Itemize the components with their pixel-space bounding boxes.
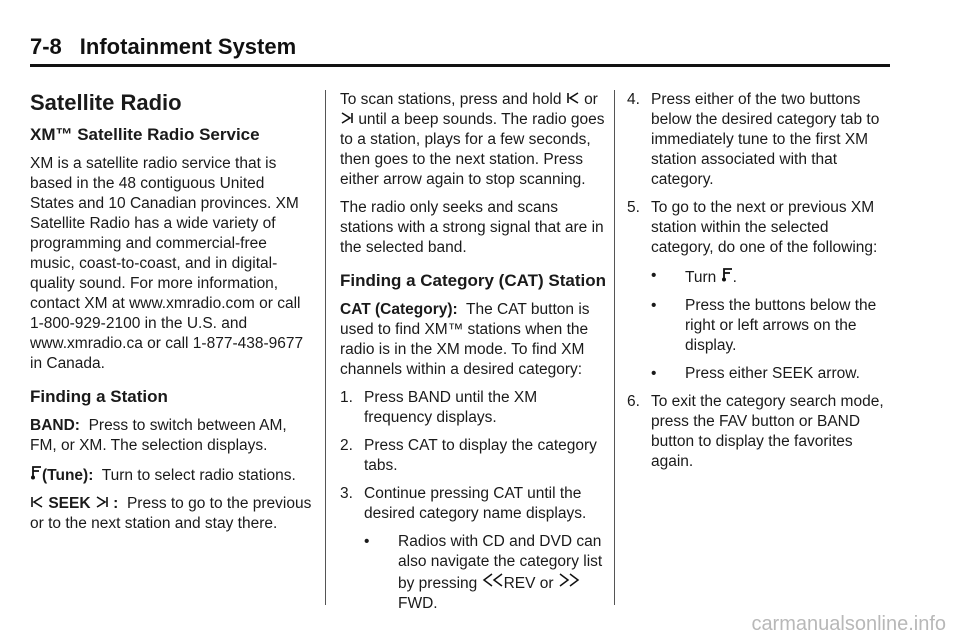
scan-paragraph (340, 90, 608, 190)
tune-term: (Tune): (42, 467, 94, 484)
seek-back-icon (566, 90, 580, 110)
seek-forward-icon (95, 494, 109, 514)
bullet-end: . (732, 269, 737, 286)
section-title: Satellite Radio (30, 90, 182, 115)
seek-scan-note: The radio only seeks and scans stations with a strong signal that are in the selected band. (340, 199, 604, 256)
cat-term: CAT (Category): (340, 301, 458, 318)
tune-knob-icon (30, 464, 42, 486)
step-text: Continue pressing CAT until the desired category name displays. (364, 485, 587, 522)
bullet-item (651, 364, 892, 384)
band-text: Press to switch between AM, FM, or XM. The selection displays. (30, 417, 287, 454)
seek-back-icon (30, 494, 44, 514)
column-3 (627, 90, 892, 480)
subsection-xm-service: XM™ Satellite Radio Service (30, 125, 260, 144)
scan-or: or (584, 91, 598, 108)
page-header (30, 34, 890, 60)
seek-colon: : (113, 495, 119, 512)
band-term: BAND: (30, 417, 80, 434)
step-text: To go to the next or previous XM station within the selected category, do one of the following: (651, 199, 878, 256)
tune-text: Turn to select radio stations. (101, 467, 296, 484)
seek-text: Press to go to the previous or to the next station and stay there. (30, 495, 312, 532)
column-divider-2 (614, 90, 615, 605)
xm-description: XM is a satellite radio service that is based in the 48 contiguous United States and 10 Canadian provinces. XM Satellite Radio has a wide variety of programming and commercial-free music, coast-to-coast, and in digital-quality sound. For more information, contact XM at www.xmradio.com or call 1-800-929-2100 in the U.S. and www.xmradio.ca or call 1-877-438-9677 in Canada. (30, 155, 304, 372)
header-rule (30, 64, 890, 67)
subsection-finding-category: Finding a Category (CAT) Station (340, 271, 607, 290)
bullet-text: Press either SEEK arrow. (685, 365, 860, 382)
seek-forward-icon (340, 110, 354, 130)
column-2 (340, 90, 608, 622)
list-item (627, 392, 892, 472)
cat-text: The CAT button is used to find XM™ stations when the radio is in the XM mode. To find XM channels within a desired category: (340, 301, 590, 378)
cat-paragraph (340, 300, 608, 380)
bullet-item (364, 532, 608, 614)
seek-term: SEEK (48, 495, 91, 512)
fast-forward-icon (558, 572, 580, 594)
step-text: To exit the category search mode, press the FAV button or BAND button to display the favorites again. (651, 393, 884, 470)
list-item (340, 436, 608, 476)
chapter-title: Infotainment System (79, 34, 297, 59)
step-number: 4. (627, 91, 640, 108)
step-number: 3. (340, 485, 353, 502)
list-item (340, 388, 608, 428)
step-number: 6. (627, 393, 640, 410)
column-divider-1 (325, 90, 326, 605)
subsection-finding-station: Finding a Station (30, 387, 168, 406)
bullet-text: Turn (685, 269, 717, 286)
list-item (627, 198, 892, 258)
watermark: carmanualsonline.info (751, 613, 946, 635)
band-paragraph (30, 416, 312, 456)
step-text: Press either of the two buttons below the desired category tab to immediately tune to the first XM station associated with that category. (651, 91, 880, 188)
rev-label: REV or (503, 575, 554, 592)
category-steps (340, 388, 608, 524)
step-text: Press BAND until the XM frequency displays. (364, 389, 538, 426)
bullet-item (651, 296, 892, 356)
bullet-text: Radios with CD and DVD can also navigate the category list by pressing (398, 533, 603, 592)
step-number: 2. (340, 437, 353, 454)
list-item (627, 90, 892, 190)
step-number: 1. (340, 389, 353, 406)
rewind-icon (482, 572, 504, 594)
page-number: 7-8 (30, 34, 62, 59)
seek-paragraph (30, 494, 312, 534)
tune-knob-icon (721, 266, 733, 288)
bullet-item (651, 266, 892, 288)
fwd-label: FWD. (398, 595, 438, 612)
step-number: 5. (627, 199, 640, 216)
step-text: Press CAT to display the category tabs. (364, 437, 597, 474)
column-1 (30, 90, 312, 542)
list-item (340, 484, 608, 524)
tune-paragraph (30, 464, 312, 486)
scan-text-b: until a beep sounds. The radio goes to a station, plays for a few seconds, then goes to the next station. Press either arrow again to stop scanning. (340, 111, 605, 188)
scan-text-a: To scan stations, press and hold (340, 91, 562, 108)
bullet-text: Press the buttons below the right or left arrows on the display. (685, 297, 877, 354)
